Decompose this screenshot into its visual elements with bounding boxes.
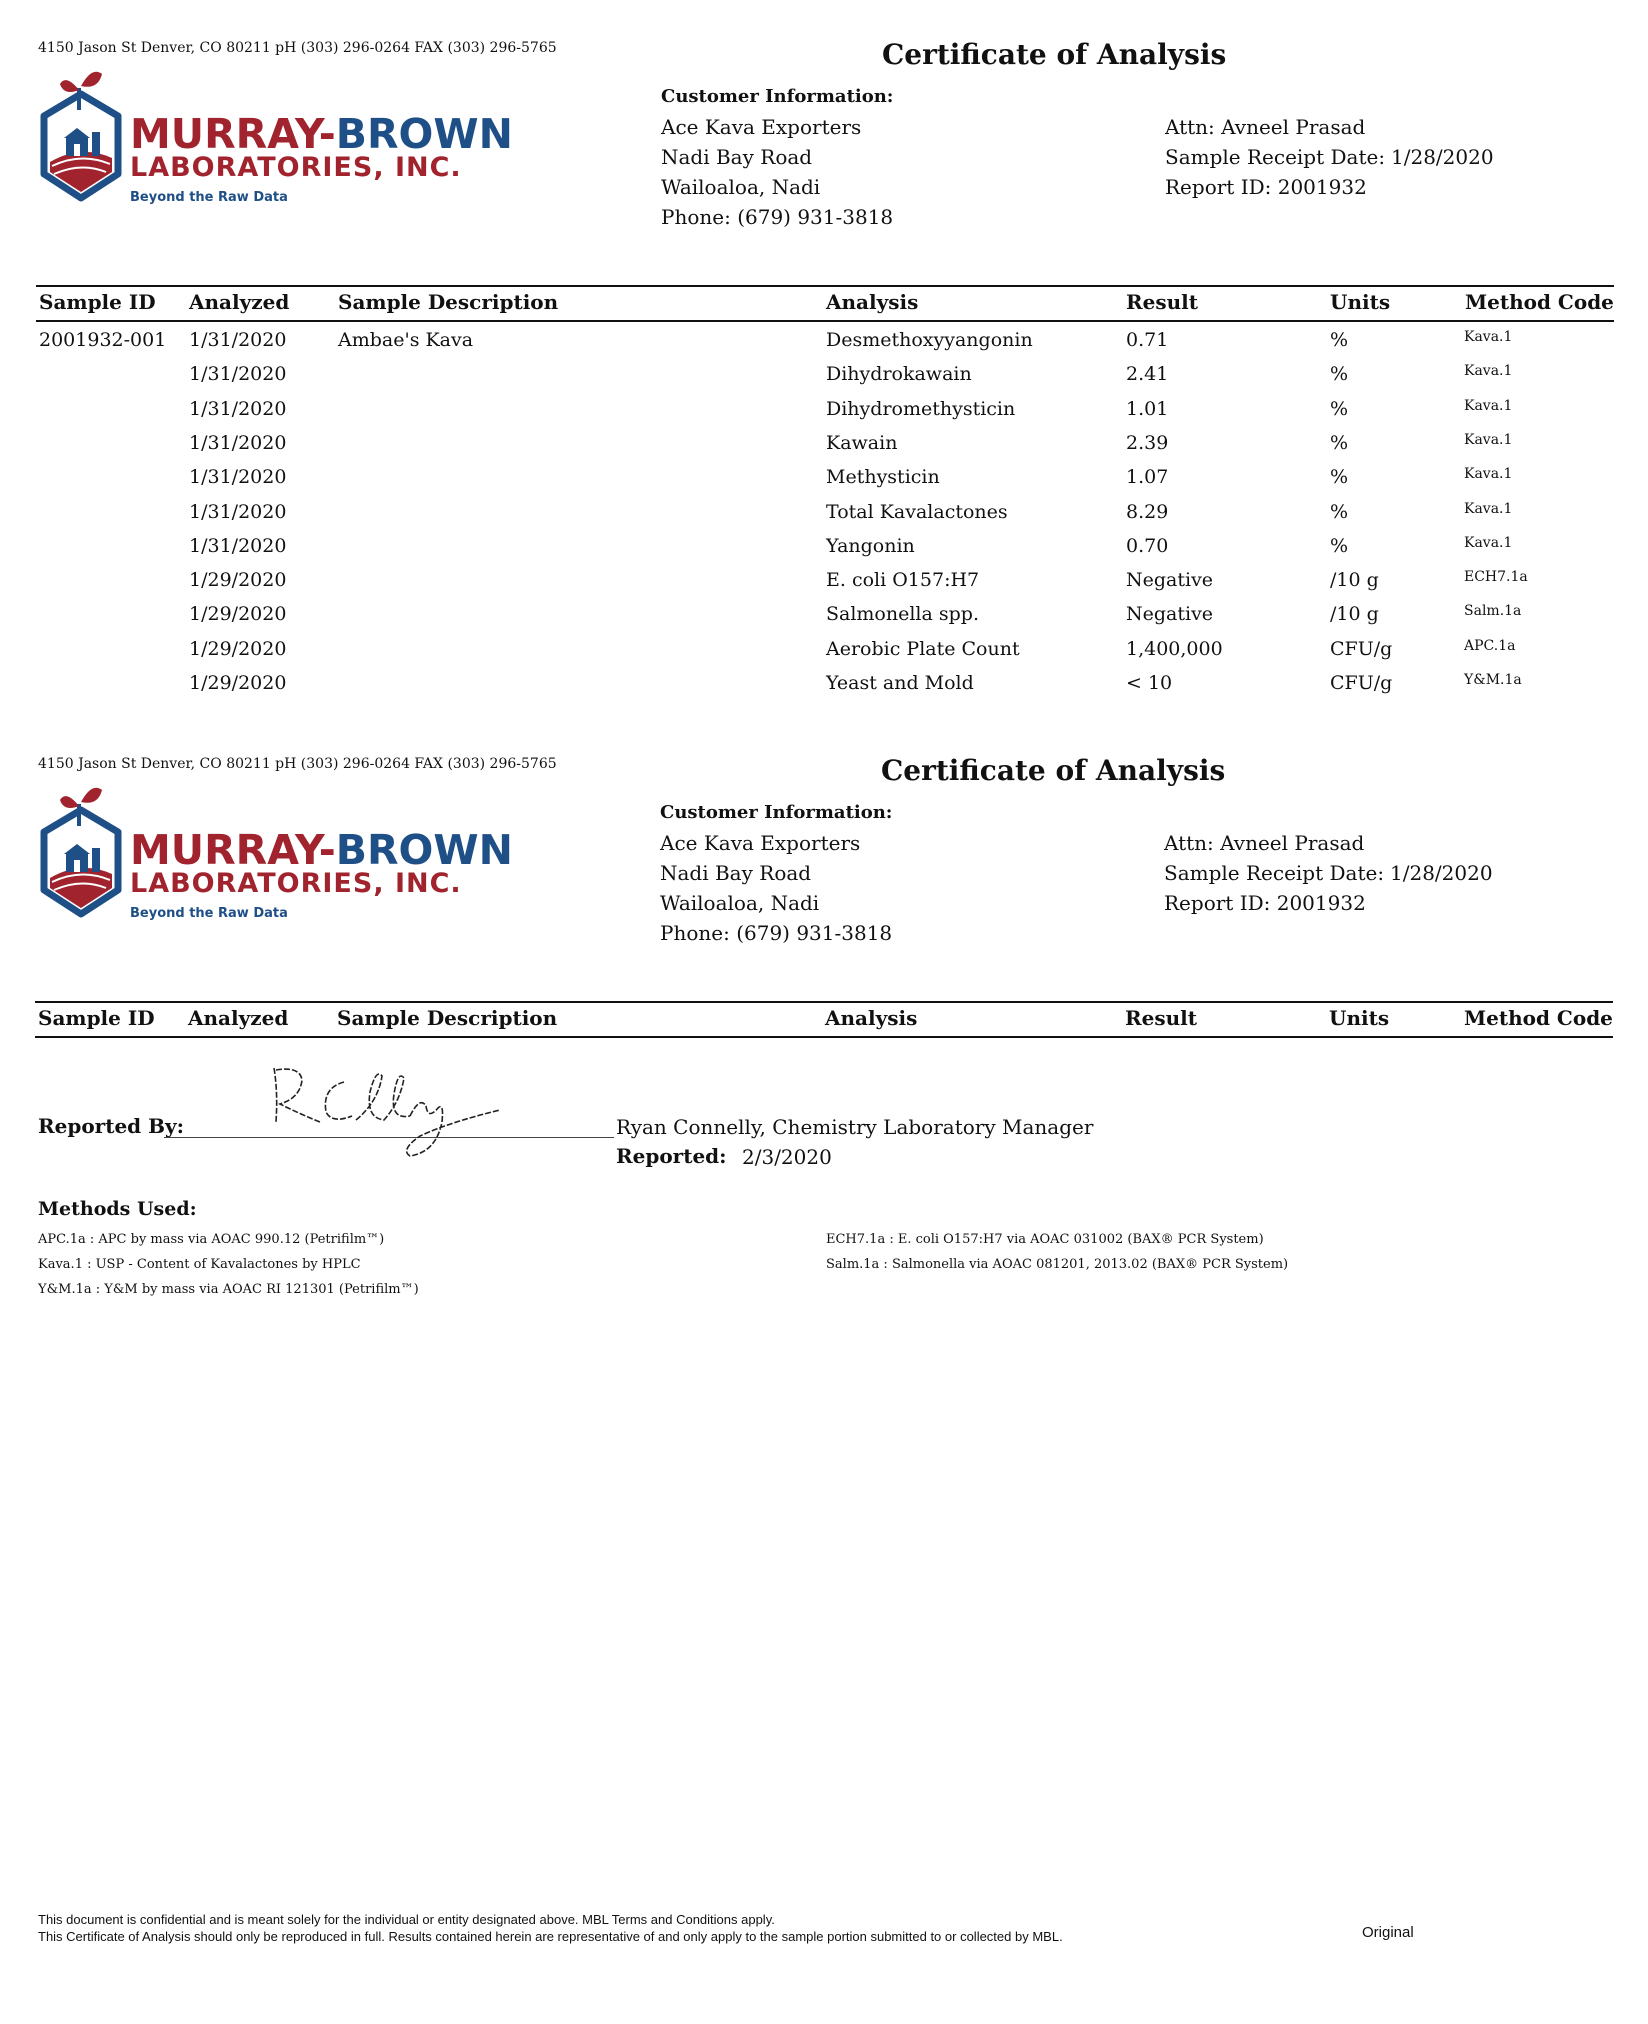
cell-analysis: Desmethoxyyangonin (826, 329, 1033, 351)
reporter-name: Ryan Connelly, Chemistry Laboratory Manager (616, 1115, 1094, 1139)
col-sample-id: Sample ID (39, 290, 156, 314)
page-title: Certificate of Analysis (882, 38, 1227, 71)
receipt-date: 1/28/2020 (1391, 145, 1494, 169)
cell-analysis: E. coli O157:H7 (826, 569, 980, 592)
customer-info-label-2: Customer Information: (660, 802, 893, 823)
cell-method-code: Y&M.1a (1464, 672, 1522, 688)
cell-analyzed: 1/31/2020 (189, 500, 287, 523)
cell-analysis: Dihydromethysticin (826, 397, 1016, 420)
footer-disclaimer-2: This Certificate of Analysis should only be reproduced in full. Results contained herein are representative of and only apply to the sample portion submitted to or collected by MBL. (38, 1929, 1063, 1944)
cell-units: % (1330, 397, 1349, 420)
cell-method-code: ECH7.1a (1464, 569, 1528, 586)
table2-header-rule (35, 1036, 1613, 1038)
customer-info-label: Customer Information: (661, 86, 894, 107)
table-header-rule (36, 320, 1614, 322)
receipt-label: Sample Receipt Date: (1165, 145, 1386, 169)
cell-result: Negative (1126, 603, 1214, 626)
col-method-code: Method Code (1465, 290, 1614, 314)
methods-right (826, 1232, 1288, 1282)
cell-analyzed: 1/29/2020 (189, 603, 287, 626)
cell-units: /10 g (1330, 569, 1379, 592)
col-sample-description: Sample Description (338, 290, 559, 314)
table-header (0, 290, 1648, 324)
cell-result: 1.07 (1126, 466, 1169, 489)
col-analyzed: Analyzed (188, 1006, 289, 1030)
reported-date: 2/3/2020 (742, 1145, 832, 1169)
cell-sample-description: Ambae's Kava (338, 329, 474, 351)
col-result: Result (1126, 290, 1198, 314)
cell-units: /10 g (1330, 603, 1379, 626)
cell-result: 1,400,000 (1126, 637, 1223, 660)
cell-sample-id: 2001932-001 (39, 329, 167, 351)
lab-address: 4150 Jason St Denver, CO 80211 pH (303) 296-0264 FAX (303) 296-5765 (38, 40, 557, 56)
report-info-block (1165, 112, 1605, 202)
logo-subname: LABORATORIES, INC. (130, 152, 462, 183)
table2-top-rule (35, 1001, 1613, 1003)
cell-units: % (1330, 431, 1349, 454)
cell-analysis: Kawain (826, 431, 898, 454)
cell-units: CFU/g (1330, 672, 1393, 694)
cell-units: % (1330, 329, 1349, 351)
customer-company: Ace Kava Exporters (660, 831, 861, 855)
cell-method-code: Kava.1 (1464, 329, 1513, 345)
cell-result: 0.70 (1126, 534, 1169, 557)
receipt-date: 1/28/2020 (1390, 861, 1493, 885)
methods-title: Methods Used: (38, 1198, 197, 1220)
cell-method-code: Kava.1 (1464, 431, 1513, 448)
customer-street: Nadi Bay Road (660, 861, 812, 885)
page-title-2: Certificate of Analysis (881, 754, 1226, 787)
cell-units: CFU/g (1330, 637, 1393, 660)
cell-analyzed: 1/29/2020 (189, 637, 287, 660)
cell-result: 2.39 (1126, 431, 1169, 454)
document-status: Original (1362, 1924, 1414, 1941)
table-row (0, 398, 1648, 432)
cell-method-code: APC.1a (1464, 637, 1516, 654)
cell-analysis: Yeast and Mold (826, 672, 974, 694)
cell-method-code: Kava.1 (1464, 397, 1513, 414)
cell-result: 0.71 (1126, 329, 1169, 351)
cell-analysis: Methysticin (826, 466, 940, 489)
customer-phone: Phone: (679) 931-3818 (661, 205, 894, 229)
report-info-block-2 (1164, 828, 1604, 918)
logo-emblem-icon (36, 66, 126, 206)
cell-analyzed: 1/29/2020 (189, 569, 287, 592)
reported-label: Reported: (616, 1144, 727, 1168)
method-ym: Y&M.1a : Y&M by mass via AOAC RI 121301 (Petrifilm™) (38, 1282, 419, 1297)
col-units: Units (1330, 290, 1391, 314)
methods-left (38, 1232, 419, 1307)
col-sample-id: Sample ID (38, 1006, 155, 1030)
table-row (0, 535, 1648, 569)
table-row (0, 569, 1648, 603)
company-logo (36, 66, 513, 206)
logo-tagline: Beyond the Raw Data (130, 190, 288, 205)
cell-result: 8.29 (1126, 500, 1169, 523)
cell-analysis: Dihydrokawain (826, 363, 972, 386)
logo-name-red: MURRAY- (130, 110, 336, 158)
customer-city: Wailoaloa, Nadi (660, 891, 820, 915)
table-row (0, 501, 1648, 535)
cell-analyzed: 1/31/2020 (189, 466, 287, 489)
cell-analysis: Total Kavalactones (826, 500, 1008, 523)
logo-tagline: Beyond the Raw Data (130, 906, 288, 921)
col-analysis: Analysis (826, 290, 919, 314)
cell-analyzed: 1/31/2020 (189, 397, 287, 420)
table-row (0, 603, 1648, 637)
cell-analysis: Aerobic Plate Count (826, 637, 1020, 660)
cell-method-code: Kava.1 (1464, 466, 1513, 483)
col-analyzed: Analyzed (189, 290, 290, 314)
cell-method-code: Kava.1 (1464, 500, 1513, 517)
table-row (0, 638, 1648, 672)
cell-analyzed: 1/29/2020 (189, 672, 287, 694)
customer-street: Nadi Bay Road (661, 145, 813, 169)
lab-address-2: 4150 Jason St Denver, CO 80211 pH (303) 296-0264 FAX (303) 296-5765 (38, 756, 557, 772)
receipt-row (1164, 858, 1604, 888)
receipt-label: Sample Receipt Date: (1164, 861, 1385, 885)
col-sample-description: Sample Description (337, 1006, 558, 1030)
logo-emblem-icon (36, 782, 126, 922)
report-id: Report ID: 2001932 (1164, 891, 1366, 915)
logo-name (130, 110, 513, 158)
cell-method-code: Salm.1a (1464, 603, 1522, 620)
customer-phone: Phone: (679) 931-3818 (660, 921, 893, 945)
cell-units: % (1330, 466, 1349, 489)
cell-units: % (1330, 500, 1349, 523)
table-row (0, 363, 1648, 397)
attn: Attn: Avneel Prasad (1164, 831, 1365, 855)
table-row (0, 432, 1648, 466)
cell-result: 1.01 (1126, 397, 1169, 420)
logo-name-red: MURRAY- (130, 826, 336, 874)
company-logo-2 (36, 782, 513, 922)
col-analysis: Analysis (825, 1006, 918, 1030)
customer-address-block (661, 112, 893, 232)
cell-method-code: Kava.1 (1464, 534, 1513, 551)
cell-units: % (1330, 534, 1349, 557)
report-id: Report ID: 2001932 (1165, 175, 1367, 199)
cell-analysis: Salmonella spp. (826, 603, 979, 626)
logo-name-blue: BROWN (335, 826, 513, 874)
customer-company: Ace Kava Exporters (661, 115, 862, 139)
table-row (0, 672, 1648, 706)
table-row (0, 466, 1648, 500)
cell-method-code: Kava.1 (1464, 363, 1513, 380)
reported-by-label: Reported By: (38, 1114, 185, 1138)
table-top-rule (36, 285, 1614, 287)
logo-name-blue: BROWN (335, 110, 513, 158)
cell-analyzed: 1/31/2020 (189, 329, 287, 351)
footer-disclaimer-1: This document is confidential and is meant solely for the individual or entity designated above. MBL Terms and Conditions apply. (38, 1912, 775, 1927)
attn: Attn: Avneel Prasad (1165, 115, 1366, 139)
logo-subname: LABORATORIES, INC. (130, 868, 462, 899)
col-units: Units (1329, 1006, 1390, 1030)
method-apc: APC.1a : APC by mass via AOAC 990.12 (Petrifilm™) (38, 1232, 385, 1247)
col-method-code: Method Code (1464, 1006, 1613, 1030)
method-salm: Salm.1a : Salmonella via AOAC 081201, 2013.02 (BAX® PCR System) (826, 1257, 1289, 1272)
method-kava: Kava.1 : USP - Content of Kavalactones by HPLC (38, 1257, 361, 1272)
cell-analyzed: 1/31/2020 (189, 534, 287, 557)
table-row (0, 329, 1648, 363)
signature-image (260, 1062, 510, 1162)
cell-analysis: Yangonin (826, 534, 915, 557)
customer-city: Wailoaloa, Nadi (661, 175, 821, 199)
cell-result: Negative (1126, 569, 1214, 592)
logo-name (130, 826, 513, 874)
col-result: Result (1125, 1006, 1197, 1030)
customer-address-block-2 (660, 828, 892, 948)
cell-result: < 10 (1126, 672, 1173, 694)
method-ech7: ECH7.1a : E. coli O157:H7 via AOAC 031002 (BAX® PCR System) (826, 1232, 1264, 1247)
cell-result: 2.41 (1126, 363, 1169, 386)
cell-units: % (1330, 363, 1349, 386)
table2-header (0, 1006, 1648, 1040)
receipt-row (1165, 142, 1605, 172)
cell-analyzed: 1/31/2020 (189, 363, 287, 386)
cell-analyzed: 1/31/2020 (189, 431, 287, 454)
